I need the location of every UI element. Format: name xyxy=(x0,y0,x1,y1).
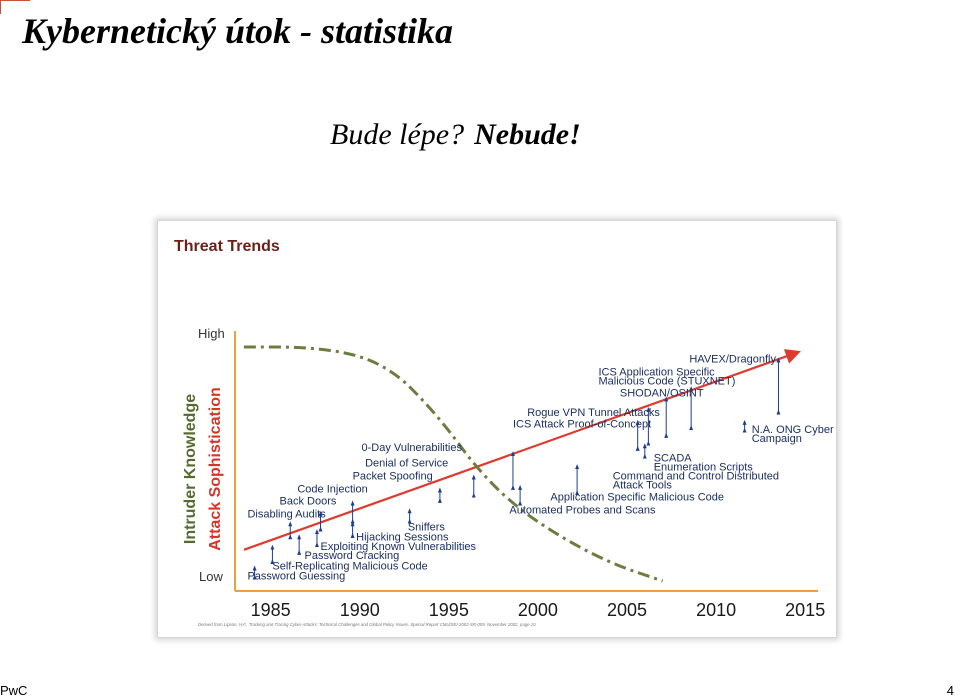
subtitle-question: Bude lépe? xyxy=(330,118,465,151)
annotation-label: 0-Day Vulnerabilities xyxy=(361,442,462,454)
slide-subtitle xyxy=(330,118,581,152)
threat-trends-chart xyxy=(157,220,837,638)
annotation-label: SHODAN/OSINT xyxy=(619,387,704,400)
annotation-label: Code Injection xyxy=(297,483,368,496)
footer-brand: PwC xyxy=(0,683,28,697)
annotation-label: Rogue VPN Tunnel Attacks xyxy=(527,406,660,419)
source-note: Derived from Lipson, H.F., Tracking and Tracing Cyber-Attacks: Technical Challenges and Global Policy Issues, Special Report CMU/SEI-2002-SR-009, November 2002, page 10. xyxy=(198,622,537,627)
annotation-label: Command and Control Distributed xyxy=(612,470,780,483)
y-low-label: Low xyxy=(199,569,223,584)
x-tick-1995: 1995 xyxy=(428,600,469,620)
annotation-label: Self-Replicating Malicious Code xyxy=(272,560,428,573)
subtitle-answer: Nebude! xyxy=(474,118,581,151)
annotation-label: Password Cracking xyxy=(304,549,400,562)
y-high-label: High xyxy=(198,326,225,341)
chart-marks xyxy=(244,347,834,620)
chart-title: Threat Trends xyxy=(174,238,280,255)
annotation-label: Exploiting Known Vulnerabilities xyxy=(320,540,477,553)
x-tick-2000: 2000 xyxy=(517,600,558,620)
annotation-label: Packet Spoofing xyxy=(352,470,433,483)
slide-title: Kybernetický útok - statistika xyxy=(22,11,453,51)
x-tick-2010: 2010 xyxy=(696,600,737,620)
annotation-label: ICS Application Specific xyxy=(598,366,715,379)
annotation-label: Automated Probes and Scans xyxy=(509,504,656,517)
x-tick-2005: 2005 xyxy=(606,600,648,620)
annotation-label: Enumeration Scripts xyxy=(653,461,753,474)
annotation-label: Back Doors xyxy=(279,495,337,508)
chart-canvas xyxy=(158,221,838,639)
annotation-label: Sniffers xyxy=(407,521,445,534)
annotation-label: Application Specific Malicious Code xyxy=(550,491,725,504)
y-axis-label-attack-sophistication: Attack Sophistication xyxy=(207,387,224,551)
annotation-label: N.A. ONG Cyber xyxy=(751,423,834,436)
annotation-label: Denial of Service xyxy=(365,457,449,470)
annotation-label: ICS Attack Proof-of-Concept xyxy=(512,418,652,431)
annotation-label: Campaign xyxy=(751,432,802,445)
annotation-label: Password Guessing xyxy=(247,570,346,583)
annotation-label: Hijacking Sessions xyxy=(356,531,449,544)
annotation-label: HAVEX/Dragonfly xyxy=(689,353,776,366)
annotation-label: Malicious Code (STUXNET) xyxy=(598,375,736,388)
x-tick-1985: 1985 xyxy=(250,600,291,620)
annotation-label: Disabling Audits xyxy=(247,508,326,521)
annotation-label: SCADA xyxy=(653,452,692,465)
x-tick-2015: 2015 xyxy=(785,600,826,620)
y-axis-label-intruder-knowledge: Intruder Knowledge xyxy=(182,393,199,545)
page-number: 4 xyxy=(946,683,954,697)
x-tick-1990: 1990 xyxy=(339,600,380,620)
annotation-label: Attack Tools xyxy=(612,479,672,492)
